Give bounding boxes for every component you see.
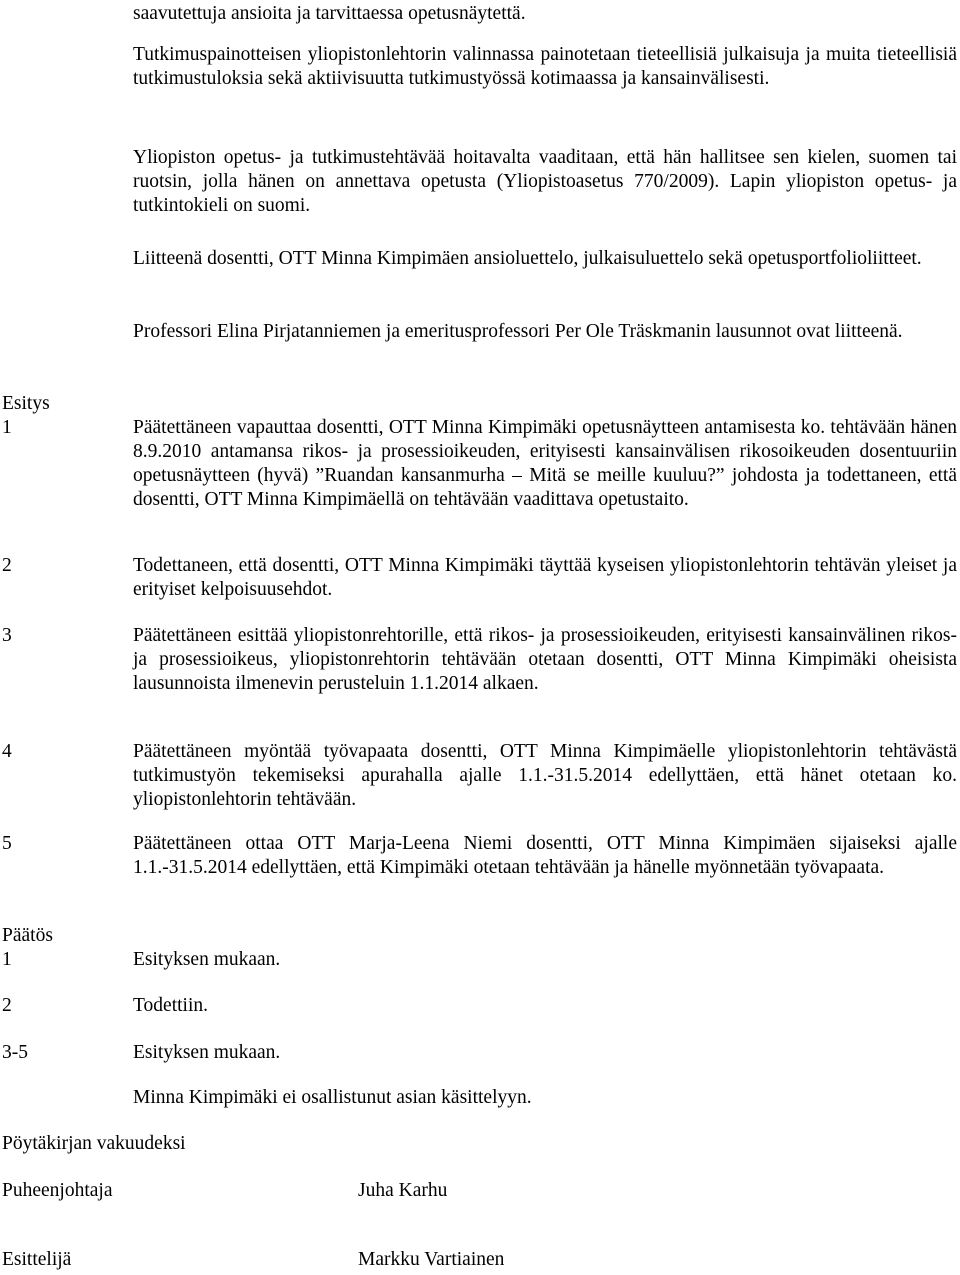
paatos-item-number: 1 [2, 949, 12, 970]
paatos-note: Minna Kimpimäki ei osallistunut asian käsittelyyn. [133, 1087, 532, 1108]
paatos-heading: Päätös [2, 925, 53, 946]
esitys-item-number: 3 [2, 625, 12, 646]
presenter-name: Markku Vartiainen [358, 1249, 505, 1270]
esitys-item-text: Päätettäneen ottaa OTT Marja-Leena Niemi dosentti, OTT Minna Kimpimäen sijaiseksi ajalle 1.1.-31.5.2014 edellyttäen, että Kimpimäki otetaan tehtävään ja hänelle myönnetään työvapaata. [133, 833, 957, 878]
paatos-item-text: Esityksen mukaan. [133, 1042, 281, 1063]
chair-role: Puheenjohtaja [2, 1180, 113, 1201]
esitys-item-number: 5 [2, 833, 12, 854]
esitys-item-text: Päätettäneen myöntää työvapaata dosentti, OTT Minna Kimpimäelle yliopistonlehtorin tehtävästä tutkimustyön tekemiseksi apurahalla ajalle 1.1.-31.5.2014 edellyttäen, että hänet otetaan ko. yliopistonlehtorin tehtävään. [133, 741, 957, 810]
esitys-item-number: 4 [2, 741, 12, 762]
chair-name: Juha Karhu [358, 1180, 448, 1201]
esitys-item-text: Todettaneen, että dosentti, OTT Minna Kimpimäki täyttää kyseisen yliopistonlehtorin tehtävän yleiset ja erityiset kelpoisuusehdot. [133, 555, 957, 600]
paragraph-ansiot: saavutettuja ansioita ja tarvittaessa opetusnäytettä. [133, 3, 526, 24]
paatos-item-number: 3-5 [2, 1042, 28, 1063]
esitys-item-text: Päätettäneen vapauttaa dosentti, OTT Minna Kimpimäki opetusnäytteen antamisesta ko. tehtävään hänen 8.9.2010 antamansa rikos- ja prosessioikeuden, erityisesti kansainvälisen rikosoikeuden dosentuuriin opetusnäytteen (hyvä) ”Ruandan kansanmurha – Mitä se meille kuuluu?” johdosta ja todettaneen, että dosentti, OTT Minna Kimpimäellä on tehtävään vaadittava opetustaito. [133, 417, 957, 510]
esitys-item-text: Päätettäneen esittää yliopistonrehtorille, että rikos- ja prosessioikeuden, erityisesti kansainvälinen rikos- ja prosessioikeus, yliopistonrehtorin tehtävään otetaan dosentti, OTT Minna Kimpimäki oheisista lausunnoista ilmenevin perusteluin 1.1.2014 alkaen. [133, 625, 957, 694]
esitys-item-number: 1 [2, 417, 12, 438]
esitys-item-number: 2 [2, 555, 12, 576]
presenter-role: Esittelijä [2, 1249, 72, 1270]
paatos-item-text: Todettiin. [133, 995, 209, 1016]
paragraph-tutkimuspainotteinen: Tutkimuspainotteisen yliopistonlehtorin valinnassa painotetaan tieteellisiä julkaisuja ja muita tieteellisiä tutkimustuloksia sekä aktiivisuutta tutkimustyössä kotimaassa ja kansainvälisesti. [133, 44, 957, 89]
signatures-heading: Pöytäkirjan vakuudeksi [2, 1133, 186, 1154]
esitys-heading: Esitys [2, 393, 50, 414]
paragraph-lausunnot: Professori Elina Pirjatanniemen ja emeritusprofessori Per Ole Träskmanin lausunnot ovat liitteenä. [133, 321, 903, 342]
paatos-item-number: 2 [2, 995, 12, 1016]
paatos-item-text: Esityksen mukaan. [133, 949, 281, 970]
paragraph-kielitaito: Yliopiston opetus- ja tutkimustehtävää hoitavalta vaaditaan, että hän hallitsee sen kielen, suomen tai ruotsin, jolla hänen on annettava opetusta (Yliopistoasetus 770/2009). Lapin yliopiston opetus- ja tutkintokieli on suomi. [133, 147, 957, 216]
paragraph-liitteet: Liitteenä dosentti, OTT Minna Kimpimäen ansioluettelo, julkaisuluettelo sekä opetusportfolioliitteet. [133, 248, 922, 269]
